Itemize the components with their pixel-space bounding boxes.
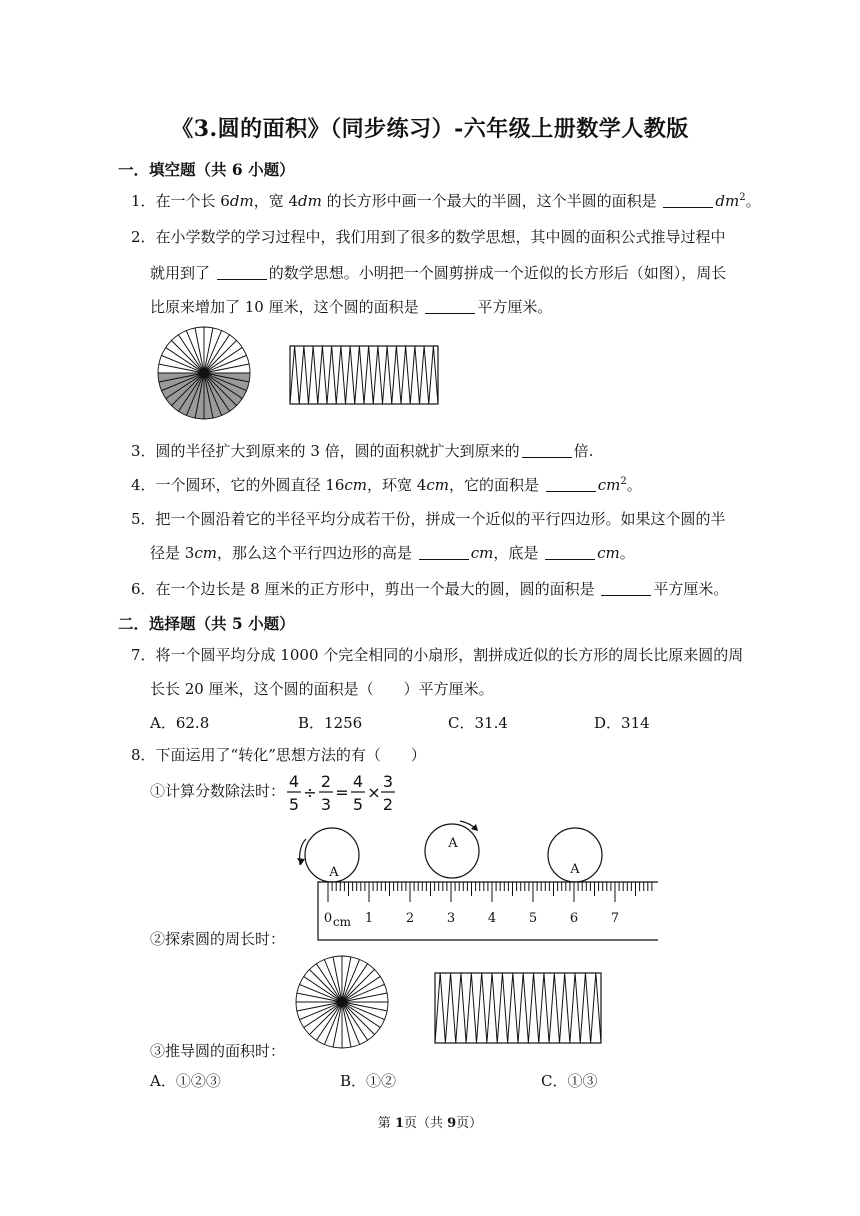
frac-num-2: 2: [320, 772, 332, 791]
q8-option-c[interactable]: C．①③: [541, 1072, 598, 1090]
question-6: 6．在一个边长是 8 厘米的正方形中，剪出一个最大的圆，圆的面积是 平方厘米。: [131, 580, 729, 598]
section-multiple-choice: 二．选择题（共 5 小题）: [118, 614, 295, 633]
answer-blank[interactable]: [217, 265, 267, 280]
times-sign: ×: [367, 783, 381, 802]
answer-blank[interactable]: [663, 193, 713, 208]
frac-den-3: 5: [352, 795, 364, 814]
page-footer: 第 1页（共 9页）: [377, 1116, 483, 1131]
q8-option-a[interactable]: A．①②③: [150, 1072, 221, 1090]
ruler-unit: cm: [332, 915, 352, 929]
question-8-stem: 8．下面运用了“转化”思想方法的有（ ）: [131, 746, 426, 764]
ruler-ticks: [328, 882, 652, 902]
ruler-number: 3: [446, 911, 456, 926]
frac-den-4: 2: [382, 795, 394, 814]
question-3: 3．圆的半径扩大到原来的 3 倍，圆的面积就扩大到原来的 倍.: [131, 442, 594, 460]
frac-den-2: 3: [320, 795, 332, 814]
frac-num-1: 4: [288, 772, 300, 791]
page-title: 《3.圆的面积》（同步练习）-六年级上册数学人教版: [171, 116, 689, 142]
circle-sectors-figure: [150, 325, 260, 425]
circle-position-2: [425, 824, 479, 878]
q8-item-3-label: ③推导圆的面积时：: [150, 1042, 286, 1060]
ruler-number: 7: [610, 911, 620, 926]
question-1: 1．在一个长 6dm，宽 4dm 的长方形中画一个最大的半圆，这个半圆的面积是 $dm^2$。: [131, 192, 761, 210]
arrowhead-icon: [297, 858, 305, 865]
rearranged-rectangle-figure-2: [432, 970, 604, 1046]
section-fill-in: 一．填空题（共 6 小题）: [118, 160, 295, 179]
circle-center: [338, 998, 346, 1006]
circle-sectors-figure-2: [290, 952, 394, 1052]
q7-option-d[interactable]: D．314: [594, 714, 650, 732]
equals-sign: =: [335, 783, 349, 802]
frac-num-3: 4: [352, 772, 364, 791]
q8-option-b[interactable]: B．①②: [340, 1072, 397, 1090]
ruler-number: 5: [528, 911, 538, 926]
circle-center: [200, 369, 208, 377]
divide-sign: ÷: [303, 783, 317, 802]
frac-den-1: 5: [288, 795, 300, 814]
q8-item-1-label: ①计算分数除法时：: [150, 782, 286, 800]
q7-option-b[interactable]: B．1256: [298, 714, 363, 732]
question-5-line-1: 5．把一个圆沿着它的半径平均分成若干份，拼成一个近似的平行四边形。如果这个圆的半: [131, 510, 726, 528]
answer-blank[interactable]: [425, 299, 475, 314]
question-5-line-2: 径是 3cm，那么这个平行四边形的高是 cm，底是 cm。: [150, 544, 635, 562]
question-2-line-3: 比原来增加了 10 厘米，这个圆的面积是 平方厘米。: [150, 298, 553, 316]
answer-blank[interactable]: [522, 443, 572, 458]
q7-option-c[interactable]: C．31.4: [448, 714, 508, 732]
rearranged-rectangle-figure: [288, 344, 440, 406]
question-2-line-1: 2．在小学数学的学习过程中，我们用到了很多的数学思想，其中圆的面积公式推导过程中: [131, 228, 726, 246]
question-2-line-2: 就用到了 的数学思想。小明把一个圆剪拼成一个近似的长方形后（如图），周长: [150, 264, 727, 282]
question-4: 4．一个圆环，它的外圆直径 16cm，环宽 4cm，它的面积是 $cm^2$。: [131, 476, 642, 494]
circle-label-a: A: [570, 862, 580, 877]
frac-num-4: 3: [382, 772, 394, 791]
ruler-number: 1: [364, 911, 374, 926]
current-page-number: 1: [394, 1116, 404, 1131]
rolling-circle-ruler-figure: [288, 815, 660, 943]
q8-item-2-label: ②探索圆的周长时：: [150, 930, 286, 948]
ruler-number: 6: [569, 911, 579, 926]
question-7-line-2: 长长 20 厘米，这个圆的面积是（ ）平方厘米。: [150, 680, 494, 698]
ruler-number: 0: [323, 911, 333, 926]
answer-blank[interactable]: [419, 545, 469, 560]
ruler-number: 2: [405, 911, 415, 926]
circle-label-a: A: [448, 836, 458, 851]
circle-label-a: A: [329, 865, 339, 880]
ruler-number: 4: [487, 911, 497, 926]
answer-blank[interactable]: [601, 581, 651, 596]
question-7-line-1: 7．将一个圆平均分成 1000 个完全相同的小扇形，割拼成近似的长方形的周长比原来圆的周: [131, 646, 744, 664]
total-pages: 9: [447, 1116, 457, 1131]
answer-blank[interactable]: [545, 545, 595, 560]
fraction-expression: [286, 770, 396, 816]
answer-blank[interactable]: [546, 477, 596, 492]
q7-option-a[interactable]: A．62.8: [150, 714, 210, 732]
